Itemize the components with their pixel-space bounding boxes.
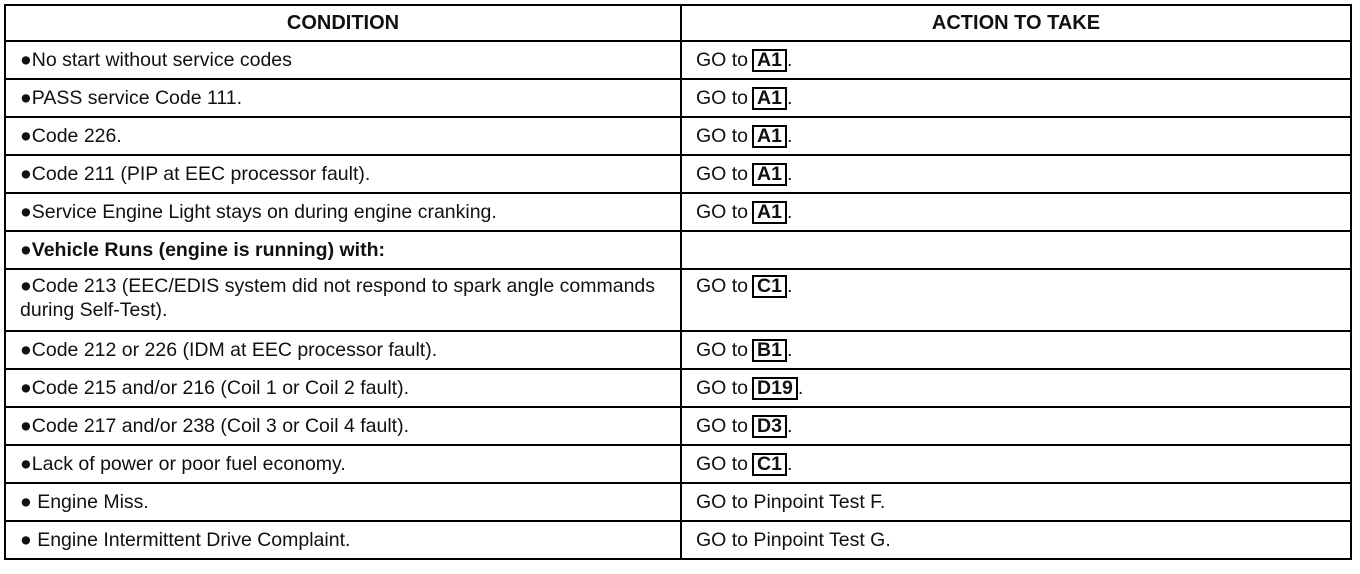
condition-subheading: Vehicle Runs (engine is running) with:	[31, 239, 385, 261]
condition-text: Engine Miss.	[31, 491, 149, 513]
action-header: ACTION TO TAKE	[681, 5, 1351, 41]
step-code-box: A1	[752, 49, 787, 72]
step-code-box: C1	[752, 275, 787, 298]
action-suffix: .	[786, 49, 793, 71]
action-text: GO to Pinpoint Test G.	[696, 529, 891, 551]
bullet-icon: ●	[20, 87, 32, 109]
condition-text: Code 226.	[31, 125, 122, 147]
table-row	[5, 117, 1351, 155]
table-row	[5, 79, 1351, 117]
action-suffix: .	[786, 415, 793, 437]
step-code-box: C1	[752, 453, 787, 476]
condition-cell	[5, 269, 681, 331]
condition-text: Service Engine Light stays on during engine cranking.	[31, 201, 497, 223]
action-cell	[681, 369, 1351, 407]
condition-text: PASS service Code 111.	[31, 87, 243, 109]
action-suffix: .	[786, 339, 793, 361]
action-suffix: .	[797, 377, 804, 399]
step-code-box: D19	[752, 377, 798, 400]
action-cell	[681, 193, 1351, 231]
action-cell	[681, 407, 1351, 445]
action-suffix: .	[786, 275, 793, 297]
step-code-box: A1	[752, 87, 787, 110]
action-text: GO to	[696, 415, 749, 437]
bullet-icon: ●	[20, 377, 32, 399]
bullet-icon: ●	[20, 125, 32, 147]
diagnostic-table	[4, 4, 1352, 560]
condition-text: Engine Intermittent Drive Complaint.	[31, 529, 351, 551]
condition-cell	[5, 79, 681, 117]
step-code-box: A1	[752, 163, 787, 186]
condition-text: No start without service codes	[31, 49, 292, 71]
action-cell	[681, 445, 1351, 483]
condition-cell	[5, 231, 681, 269]
condition-cell	[5, 483, 681, 521]
action-text: GO to	[696, 339, 749, 361]
bullet-icon: ●	[20, 415, 32, 437]
table-row	[5, 231, 1351, 269]
bullet-icon: ●	[20, 491, 32, 513]
action-text: GO to	[696, 275, 749, 297]
condition-cell	[5, 445, 681, 483]
bullet-icon: ●	[20, 275, 32, 297]
bullet-icon: ●	[20, 453, 32, 475]
step-code-box: A1	[752, 201, 787, 224]
condition-cell	[5, 193, 681, 231]
action-text: GO to	[696, 377, 749, 399]
step-code-box: A1	[752, 125, 787, 148]
action-text: GO to	[696, 453, 749, 475]
action-cell	[681, 117, 1351, 155]
table-row	[5, 269, 1351, 331]
action-text: GO to	[696, 201, 749, 223]
table-row	[5, 445, 1351, 483]
action-suffix: .	[786, 163, 793, 185]
action-cell	[681, 269, 1351, 331]
table-row	[5, 407, 1351, 445]
condition-cell	[5, 155, 681, 193]
condition-cell	[5, 117, 681, 155]
condition-text: Code 217 and/or 238 (Coil 3 or Coil 4 fault).	[31, 415, 409, 437]
action-text: GO to	[696, 87, 749, 109]
table-row	[5, 369, 1351, 407]
condition-cell	[5, 521, 681, 559]
condition-text: Code 213 (EEC/EDIS system did not respond to spark angle commands during Self-Test).	[20, 275, 656, 321]
condition-cell	[5, 41, 681, 79]
action-cell	[681, 79, 1351, 117]
condition-text: Lack of power or poor fuel economy.	[31, 453, 346, 475]
condition-text: Code 212 or 226 (IDM at EEC processor fault).	[31, 339, 438, 361]
action-text: GO to	[696, 49, 749, 71]
table-row	[5, 483, 1351, 521]
action-suffix: .	[786, 125, 793, 147]
condition-cell	[5, 331, 681, 369]
action-suffix: .	[786, 87, 793, 109]
table-row	[5, 331, 1351, 369]
condition-text: Code 215 and/or 216 (Coil 1 or Coil 2 fault).	[31, 377, 409, 399]
action-cell	[681, 155, 1351, 193]
header-row	[5, 5, 1351, 41]
action-text: GO to	[696, 125, 749, 147]
bullet-icon: ●	[20, 239, 32, 261]
condition-header: CONDITION	[5, 5, 681, 41]
action-cell	[681, 483, 1351, 521]
bullet-icon: ●	[20, 49, 32, 71]
table-row	[5, 521, 1351, 559]
table-row	[5, 41, 1351, 79]
table-row	[5, 193, 1351, 231]
bullet-icon: ●	[20, 163, 32, 185]
action-suffix: .	[786, 453, 793, 475]
action-text: GO to	[696, 163, 749, 185]
action-cell	[681, 521, 1351, 559]
action-suffix: .	[786, 201, 793, 223]
table-row	[5, 155, 1351, 193]
bullet-icon: ●	[20, 201, 32, 223]
action-cell-empty	[681, 231, 1351, 269]
condition-text: Code 211 (PIP at EEC processor fault).	[31, 163, 371, 185]
action-cell	[681, 41, 1351, 79]
step-code-box: D3	[752, 415, 787, 438]
condition-cell	[5, 407, 681, 445]
action-text: GO to Pinpoint Test F.	[696, 491, 886, 513]
bullet-icon: ●	[20, 529, 32, 551]
bullet-icon: ●	[20, 339, 32, 361]
action-cell	[681, 331, 1351, 369]
step-code-box: B1	[752, 339, 787, 362]
condition-cell	[5, 369, 681, 407]
